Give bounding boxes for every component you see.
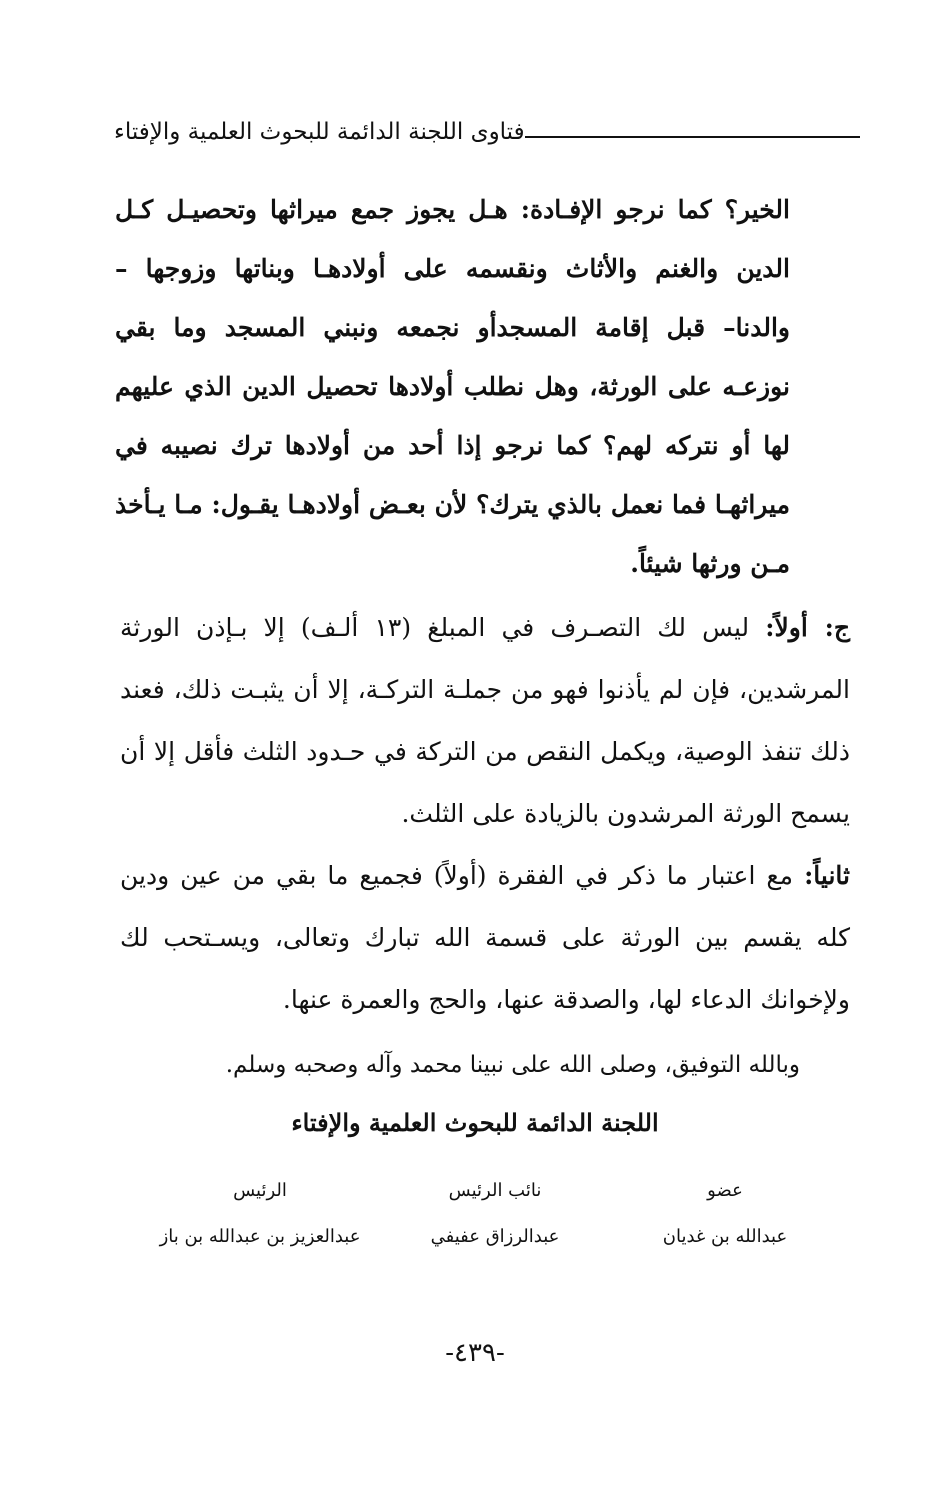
answer-second-label: ثانياً: bbox=[804, 861, 851, 890]
answer-second-paragraph bbox=[120, 845, 850, 1031]
answer-first-text: ليس لك التصـرف في المبلغ (١٣ ألـف) إلا بـإذن الورثة المرشدين، فإن لم يأذنوا فهو من جملـة التركـة، إلا أن يثبـت ذلك، فعند ذلك تنفذ الوصية، ويكمل النقص من التركة في حـدود الثلث فأقل إلا أن يسمح الورثة المرشدون بالزيادة على الثلث. bbox=[120, 613, 850, 828]
header-rule bbox=[525, 136, 860, 138]
signature-member-name: عبدالله بن غديان bbox=[662, 1226, 788, 1247]
answer-second-text: مع اعتبار ما ذكر في الفقرة (أولاً) فجميع ما بقي من عين ودين كله يقسم بين الورثة على قسمة الله تبارك وتعالى، ويسـتحب لك ولإخوانك الدعاء لها، والصدقة عنها، والحج والعمرة عنها. bbox=[120, 861, 850, 1014]
signature-chair-name: عبدالعزيز بن عبدالله بن باز bbox=[159, 1226, 361, 1247]
signature-vice-chair bbox=[400, 1168, 590, 1260]
closing-prayer: وبالله التوفيق، وصلى الله على نبينا محمد وآله وصحبه وسلم. bbox=[225, 1052, 800, 1078]
answer-first-paragraph bbox=[120, 597, 850, 845]
answer-first-label: ج: أولاً: bbox=[765, 613, 851, 642]
header-title: فتاوى اللجنة الدائمة للبحوث العلمية والإفتاء bbox=[114, 119, 525, 145]
signature-chair bbox=[140, 1168, 380, 1260]
committee-name: اللجنة الدائمة للبحوث العلمية والإفتاء bbox=[291, 1108, 659, 1137]
answer-section bbox=[120, 597, 850, 1031]
question-text: الخير؟ كما نرجو الإفـادة: هـل يجوز جمع ميراثها وتحصيـل كـل الدين والغنم والأثاث ونقسمه على أولادهـا وبناتها وزوجها – والدنا– قبل إقامة المسجدأو نجمعه ونبني المسجد وما بقي نوزعـه على الورثة، وهل نطلب أولادها تحصيل الدين الذي عليهم لها أو نتركه لهم؟ كما نرجو إذا أحد من أولادها ترك نصيبه في ميراثهـا فما نعمل بالذي يترك؟ لأن بعـض أولادهـا يقـول: مـا يـأخذ مـن ورثها شيئاً. bbox=[115, 195, 790, 578]
page-number: -٤٣٩- bbox=[445, 1338, 505, 1368]
signatures-block bbox=[140, 1168, 820, 1248]
signature-vice-name: عبدالرزاق عفيفي bbox=[430, 1226, 560, 1247]
signature-member-role: عضو bbox=[707, 1180, 743, 1201]
signature-chair-role: الرئيس bbox=[233, 1180, 287, 1201]
question-paragraph bbox=[115, 180, 790, 593]
signature-vice-role: نائب الرئيس bbox=[448, 1180, 542, 1201]
signature-member bbox=[640, 1168, 810, 1260]
running-header bbox=[100, 112, 860, 152]
